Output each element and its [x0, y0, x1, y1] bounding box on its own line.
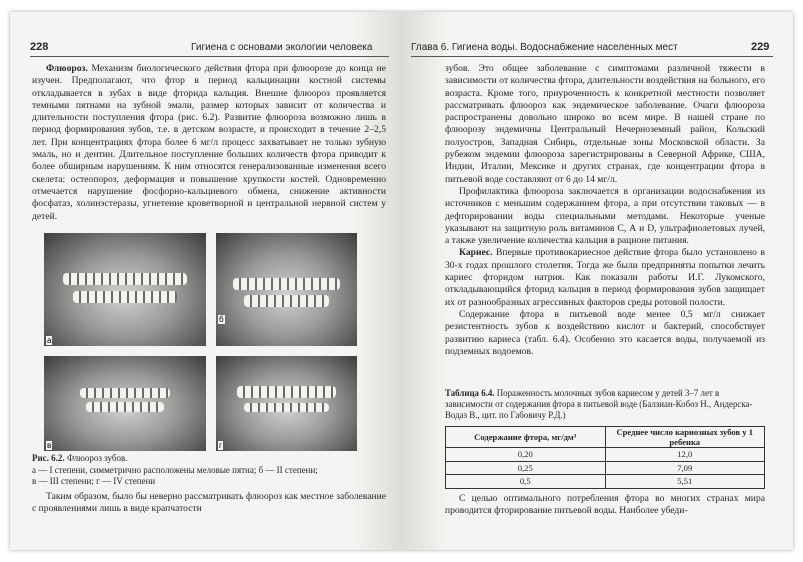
caries-table: [445, 426, 765, 489]
caries-cell: 7,09: [605, 461, 765, 475]
paragraph-1: зубов. Это общее заболевание с симптомами различной тяжести в зависимости от количества фтора, длительности воздействия на больного, его возраста. Кроме того, приуроченность к конкретной местности позволяет рассматривать флюороз как эндемическое заболевание. Очаги флюороза распространены довольно широко во всем мире. В нашей стране по флюорозу эндемичны Центральный Нечерноземный район, Кольский полуостров, Западная Сибирь, отдельные зоны Московской области. За рубежом эндемии флюороза зарегистрированы в Северной Африке, США, Индии, Италии, Мексике и других странах, где концентрации фтора в питьевой воде составляют от 6 до 14 мг/л.: [445, 63, 765, 185]
paragraph-2: Профилактика флюороза заключается в организации водоснабжения из источников с меньшим содержанием фтора, а при отсутствии таковых — в дефторировании воды специальными методами. Некоторые ученые указывают на защитную роль витаминов С, А и D, ультрафиолетовых лучей, а также увеличение количества кальция в рационе питания.: [445, 185, 765, 247]
figure-panel-c: [44, 356, 206, 451]
table-row: [446, 448, 765, 462]
figure-panel-a: [44, 233, 206, 346]
teeth-upper: [233, 278, 340, 290]
table-header-fluoride: Содержание фтора, мг/дм³: [446, 427, 606, 448]
caption-title: Флюороз зубов.: [64, 453, 128, 463]
teeth-lower: [244, 403, 329, 412]
figure-panel-d: [216, 356, 357, 451]
table-row: [446, 475, 765, 489]
page-number: 228: [30, 41, 49, 53]
right-body-text: [445, 63, 765, 358]
teeth-lower: [73, 291, 177, 303]
panel-label-d: г: [219, 441, 222, 450]
right-closing-paragraph: С целью оптимального потребления фтора во многих странах мира проводится фторирование питьевой воды. Наиболее убеди-: [445, 493, 765, 517]
fluorosis-text: Механизм биологического действия фтора при флюорозе до конца не изучен. Предполагают, что фтор в период кальцинации костной системы откладывается в зубах в виде фторида кальция. Внешне флюороз проявляется темными пятнами на зубной эмали, размер которых зависит от количества и длительности поступления фтора (рис. 6.2). Развитие флюороза возможно лишь в период формирования зубов, т.е. в детском возрасте, и происходит в течение 2–2,5 лет. При концентрациях фтора более 6 мг/л процесс захватывает не только зубную эмаль, но и дентин. Длительное поступление больших количеств фтора приводит к более обширным нарушениям. К ним относятся генерализованные изменения всего скелета: остеопороз, деформация и повышение хрупкости костей. Одновременно отмечается нарушение фосфорно-кальциевого обмена, снижение активности фосфатаз, холинэстеразы, угнетение кроветворной и центральной нервной систем у детей.: [32, 63, 386, 222]
figure-panel-b: [216, 233, 357, 346]
paragraph-4: Содержание фтора в питьевой воде менее 0,5 мг/л снижает резистентность зубов к воздействию кислот и бактерий, способствует развитию кариеса (табл. 6.4). Особенно это касается воды, получаемой из подземных водоемов.: [445, 308, 765, 357]
teeth-upper: [80, 388, 171, 398]
fluorosis-paragraph: [32, 63, 386, 223]
header-rule: [411, 56, 773, 57]
fluorosis-term: Флюороз.: [46, 63, 88, 74]
teeth-upper: [63, 273, 186, 285]
caption-line-1: а — I степени, симметрично расположены меловые пятна; б — II степени;: [32, 464, 318, 475]
table-caption-label: Таблица 6.4.: [445, 388, 495, 398]
caries-cell: 5,51: [605, 475, 765, 489]
table-header-caries: Среднее число кариозных зубов у 1 ребенка: [605, 427, 765, 448]
teeth-lower: [86, 402, 164, 412]
caries-term: Кариес.: [459, 247, 493, 259]
caption-line-2: в — III степени; г — IV степени: [32, 476, 156, 486]
table-caption-text: Пораженность молочных зубов кариесом у детей 3–7 лет в зависимости от содержания фтора в питьевой воде (Балзиан-Кобоз Н., Андерска-Водаз В., цит. по Габовичу Р.Д.): [445, 388, 753, 420]
teeth-lower: [244, 295, 329, 307]
caries-text: Впервые противокариесное действие фтора было установлено в 30-х годах прошлого столетия. Тогда же были предприняты попытки лечить кариес фторидом натрия. Как показали работы И.Г. Лукомского, откладывающийся фторид кальция в период формирования зубов защищает их от разнообразных агрессивных факторов среды ротовой полости.: [445, 247, 765, 308]
caries-paragraph: [445, 247, 765, 308]
panel-label-b: б: [219, 315, 224, 324]
right-page: [401, 12, 793, 550]
header-rule: [30, 56, 389, 57]
left-page: [10, 12, 401, 550]
panel-label-a: а: [47, 336, 52, 345]
figure-caption: [32, 453, 386, 488]
fluoride-cell: 0,25: [446, 461, 606, 475]
running-head: Гигиена с основами экологии человека: [191, 42, 373, 53]
fluoride-cell: 0,5: [446, 475, 606, 489]
caries-cell: 12,0: [605, 448, 765, 462]
panel-label-c: в: [47, 441, 52, 450]
left-closing-paragraph: Таким образом, было бы неверно рассматривать флюороз как местное заболевание с проявлениями лишь в виде крапчатости: [32, 491, 386, 515]
page-number: 229: [751, 41, 770, 53]
caption-label: Рис. 6.2.: [32, 453, 65, 463]
teeth-upper: [237, 386, 336, 398]
running-head: Глава 6. Гигиена воды. Водоснабжение населенных мест: [411, 42, 678, 53]
table-caption: [445, 388, 767, 420]
fluoride-cell: 0,20: [446, 448, 606, 462]
table-row: [446, 461, 765, 475]
open-book: [10, 12, 793, 550]
